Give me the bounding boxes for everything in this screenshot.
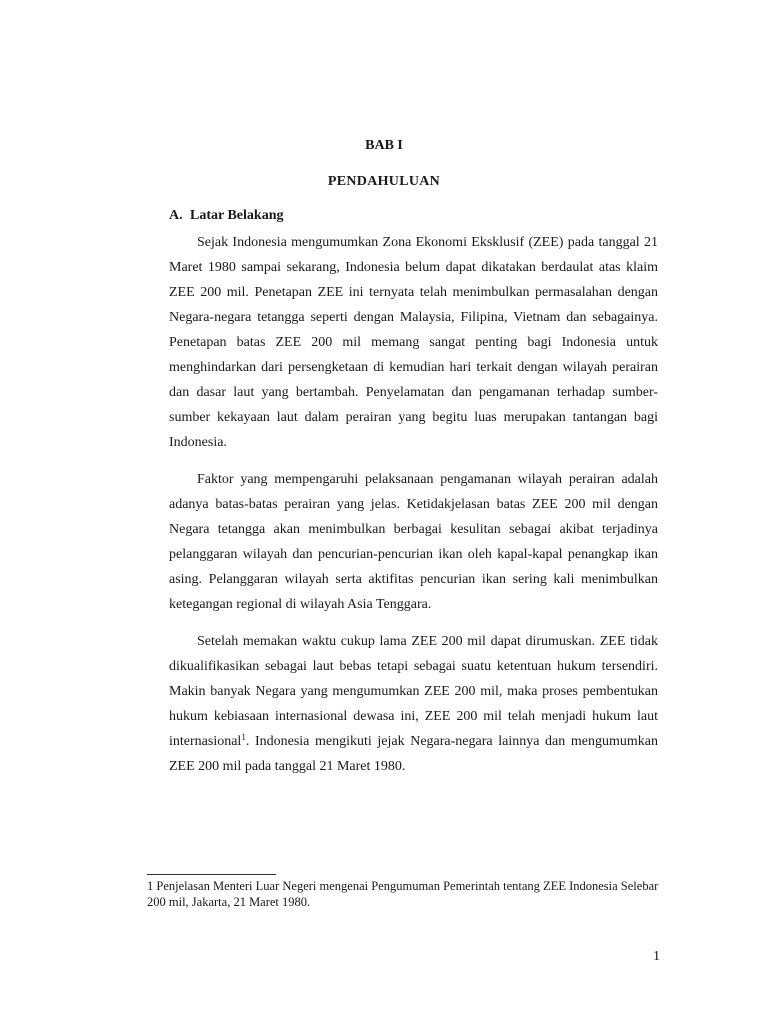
- paragraph-3-text-b: . Indonesia mengikuti jejak Negara-negara lainnya dan mengumumkan ZEE 200 mil pada tanggal 21 Maret 1980.: [169, 734, 658, 774]
- footnote-reference[interactable]: 1: [241, 732, 246, 742]
- page-number: 1: [653, 949, 660, 964]
- section-heading: [169, 208, 283, 224]
- paragraph-2: Faktor yang mempengaruhi pelaksanaan pengamanan wilayah perairan adalah adanya batas-batas perairan yang jelas. Ketidakjelasan batas ZEE 200 mil dengan Negara tetangga akan menimbulkan berbagai kesulitan sebagai akibat terjadinya pelanggaran wilayah dan pencurian-pencurian ikan oleh kapal-kapal penangkap ikan asing. Pelanggaran wilayah serta aktifitas pencurian ikan sering kali menimbulkan ketegangan regional di wilayah Asia Tenggara.: [169, 472, 658, 612]
- footnote-divider: [147, 874, 276, 875]
- section-title: Latar Belakang: [190, 208, 284, 223]
- paragraph-3-text-a: Setelah memakan waktu cukup lama ZEE 200 mil dapat dirumuskan. ZEE tidak dikualifikasikan sebagai laut bebas tetapi sebagai suatu ketentuan hukum tersendiri. Makin banyak Negara yang mengumumkan ZEE 200 mil, maka proses pembentukan hukum kebiasaan internasional dewasa ini, ZEE 200 mil telah menjadi hukum laut internasional: [169, 634, 658, 749]
- chapter-title: PENDAHULUAN: [327, 174, 441, 189]
- section-letter: A.: [169, 208, 183, 223]
- paragraph-1: Sejak Indonesia mengumumkan Zona Ekonomi Eksklusif (ZEE) pada tanggal 21 Maret 1980 sampai sekarang, Indonesia belum dapat dikatakan berdaulat atas klaim ZEE 200 mil. Penetapan ZEE ini ternyata telah menimbulkan permasalahan dengan Negara-negara tetangga seperti dengan Malaysia, Filipina, Vietnam dan sebagainya. Penetapan batas ZEE 200 mil memang sangat penting bagi Indonesia untuk menghindarkan dari persengketaan di kemudian hari terkait dengan wilayah perairan dan dasar laut yang bertambah. Penyelamatan dan pengamanan terhadap sumber-sumber kekayaan laut dalam perairan yang begitu luas merupakan tantangan bagi Indonesia.: [169, 235, 658, 450]
- body-text: [169, 230, 658, 779]
- paragraph-3: [169, 629, 658, 779]
- chapter-number: BAB I: [365, 138, 403, 153]
- footnote: 1 Penjelasan Menteri Luar Negeri mengenai Pengumuman Pemerintah tentang ZEE Indonesia Selebar 200 mil, Jakarta, 21 Maret 1980.: [147, 879, 659, 909]
